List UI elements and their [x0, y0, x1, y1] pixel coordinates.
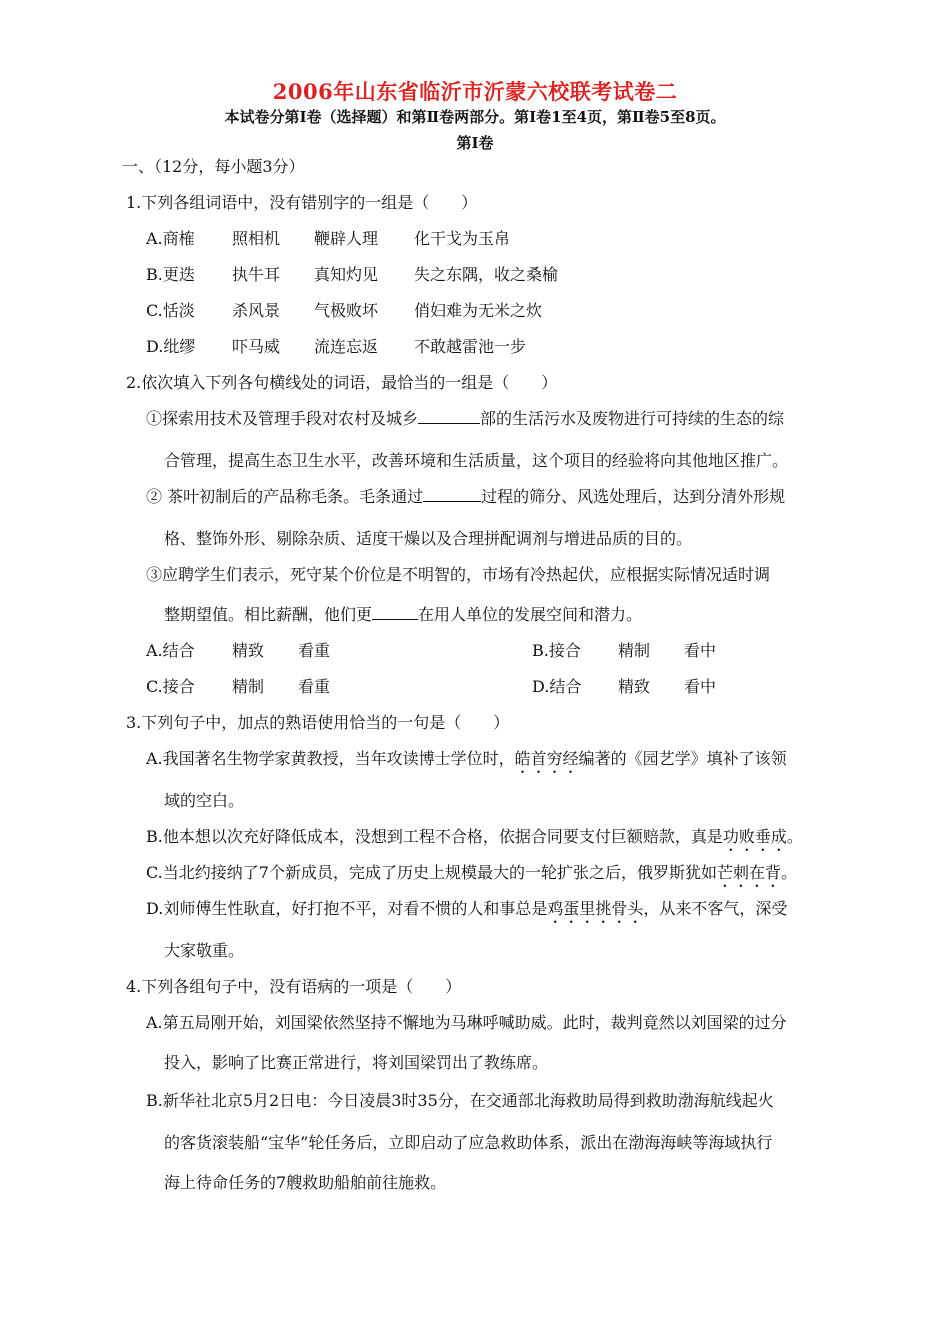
q3-option-a-cont: 域的空白。	[164, 791, 245, 810]
q1-d-word1: D.纰缪	[146, 337, 196, 356]
q2-s1-blank	[418, 408, 480, 424]
q3-c-text-end: 。	[780, 863, 797, 882]
q2-sentence3-line2	[164, 604, 642, 626]
q1-b-word1: B.更迭	[146, 265, 195, 284]
q2-a-word1: A.结合	[146, 641, 195, 660]
q2-d-word1: D.结合	[532, 677, 582, 696]
q1-b-word2: 执牛耳	[232, 265, 281, 284]
q2-d-word3: 看中	[684, 677, 717, 696]
q2-b-word2: 精制	[618, 641, 651, 660]
q2-s3-text-b: 整期望值。相比薪酬，他们更	[164, 605, 373, 624]
q3-a-text: A.我国著名生物学家黄教授，当年攻读博士学位时，	[146, 749, 515, 768]
q2-stem: 2.依次填入下列各句横线处的词语，最恰当的一组是（ ）	[126, 373, 558, 392]
q1-c-word1: C.恬淡	[146, 301, 195, 320]
q2-sentence2-line1	[146, 486, 785, 508]
q3-c-idiom: 芒刺在背	[716, 863, 781, 882]
q2-c-word3: 看重	[298, 677, 331, 696]
q2-s2-text-a: ② 茶叶初制后的产品称毛条。毛条通过	[146, 487, 424, 506]
q3-d-idiom: 鸡蛋里挑骨头	[547, 899, 644, 918]
q3-a-text-end: 编著的《园艺学》填补了该领	[578, 749, 787, 768]
q4-option-b-line2: 的客货滚装船“宝华”轮任务后，立即启动了应急救助体系，派出在渤海海峡等海域执行	[164, 1133, 773, 1152]
q3-b-idiom: 功败垂成	[722, 827, 787, 846]
q2-sentence2-line2: 格、整饰外形、剔除杂质、适度干燥以及合理拼配调剂与增进品质的目的。	[164, 529, 693, 548]
q3-option-a	[146, 748, 787, 777]
q2-b-word3: 看中	[684, 641, 717, 660]
q1-d-word4: 不敢越雷池一步	[414, 337, 527, 356]
q1-c-word4: 俏妇难为无米之炊	[414, 301, 543, 320]
q3-d-text-end: ，从来不客气，深受	[643, 899, 788, 918]
q1-a-word2: 照相机	[232, 229, 281, 248]
q1-b-word3: 真知灼见	[314, 265, 379, 284]
q1-stem: 1.下列各组词语中，没有错别字的一组是（ ）	[126, 193, 478, 212]
q3-option-d	[146, 898, 787, 927]
q1-c-word3: 气极败坏	[314, 301, 379, 320]
q3-c-text: C.当北约接纳了7个新成员，完成了历史上规模最大的一轮扩张之后，俄罗斯犹如	[146, 863, 717, 882]
q2-s3-text-c: 在用人单位的发展空间和潜力。	[418, 605, 643, 624]
q3-d-text: D.刘师傅生性耿直，好打抱不平，对看不惯的人和事总是	[146, 899, 548, 918]
q3-stem: 3.下列句子中，加点的熟语使用恰当的一句是（ ）	[126, 713, 510, 732]
q2-sentence1-line1	[146, 408, 784, 430]
q3-b-text: B.他本想以次充好降低成本，没想到工程不合格，依据合同要支付巨额赔款，真是	[146, 827, 723, 846]
q2-a-word2: 精致	[232, 641, 265, 660]
q1-d-word3: 流连忘返	[314, 337, 379, 356]
q1-a-word4: 化干戈为玉帛	[414, 229, 511, 248]
q1-c-word2: 杀风景	[232, 301, 281, 320]
q3-option-d-cont: 大家敬重。	[164, 941, 245, 960]
q3-option-b	[146, 826, 803, 855]
part1-heading: 一、（12分，每小题3分）	[122, 157, 305, 176]
q2-c-word2: 精制	[232, 677, 265, 696]
q1-a-word3: 鞭辟人理	[314, 229, 379, 248]
q2-sentence3-line1: ③应聘学生们表示，死守某个价位是不明智的，市场有冷热起伏，应根据实际情况适时调	[146, 565, 771, 584]
q2-s1-text-b: 部的生活污水及废物进行可持续的生态的综	[480, 409, 785, 428]
q2-s1-text-a: ①探索用技术及管理手段对农村及城乡	[146, 409, 419, 428]
exam-title: 2006年山东省临沂市沂蒙六校联考试卷二	[272, 79, 678, 104]
q2-c-word1: C.接合	[146, 677, 195, 696]
q2-b-word1: B.接合	[532, 641, 581, 660]
q4-option-b-line1: B.新华社北京5月2日电：今日凌晨3时35分，在交通部北海救助局得到救助渤海航线起火	[146, 1091, 774, 1110]
q3-b-text-end: 。	[786, 827, 803, 846]
q1-d-word2: 吓马威	[232, 337, 281, 356]
q1-a-word1: A.商榷	[146, 229, 195, 248]
q2-s2-text-b: 过程的筛分、风选处理后，达到分清外形规	[481, 487, 786, 506]
q2-d-word2: 精致	[618, 677, 651, 696]
q2-s3-blank	[372, 604, 418, 620]
exam-subtitle: 本试卷分第Ⅰ卷（选择题）和第Ⅱ卷两部分。第Ⅰ卷1至4页，第Ⅱ卷5至8页。	[224, 108, 726, 126]
q1-b-word4: 失之东隅，收之桑榆	[414, 265, 559, 284]
q4-option-a-line1: A.第五局刚开始，刘国梁依然坚持不懈地为马琳呼喊助威。此时，裁判竟然以刘国梁的过分	[146, 1013, 787, 1032]
q2-a-word3: 看重	[298, 641, 331, 660]
q4-option-b-line3: 海上待命任务的7艘救助船舶前往施救。	[164, 1173, 447, 1192]
q4-stem: 4.下列各组句子中，没有语病的一项是（ ）	[126, 977, 462, 996]
q2-s2-blank	[423, 486, 481, 502]
q3-option-c	[146, 862, 797, 891]
q4-option-a-line2: 投入，影响了比赛正常进行，将刘国梁罚出了教练席。	[164, 1053, 549, 1072]
q2-sentence1-line2: 合管理，提高生态卫生水平，改善环境和生活质量，这个项目的经验将向其他地区推广。	[164, 451, 789, 470]
q3-a-idiom: 皓首穷经	[514, 749, 579, 768]
section-heading: 第Ⅰ卷	[456, 134, 494, 152]
